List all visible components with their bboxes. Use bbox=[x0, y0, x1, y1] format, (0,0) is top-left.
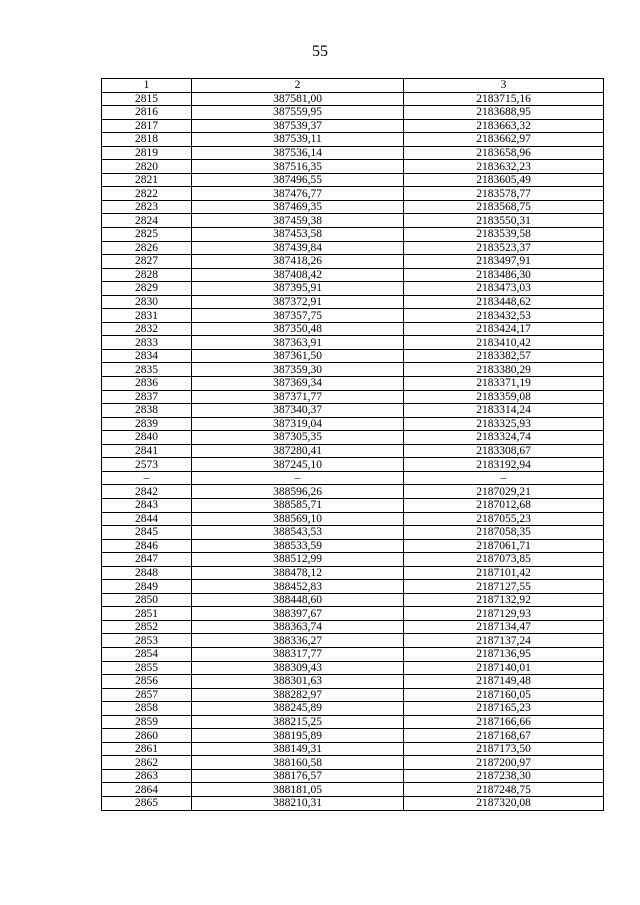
x-coordinate-cell: 387516,35 bbox=[192, 160, 404, 174]
point-number-cell: 2856 bbox=[102, 675, 192, 689]
x-coordinate-cell: 388543,53 bbox=[192, 526, 404, 540]
table-row bbox=[102, 566, 604, 580]
y-coordinate-cell: 2183605,49 bbox=[404, 173, 604, 187]
point-number-cell: 2822 bbox=[102, 187, 192, 201]
y-coordinate-cell: 2187140,01 bbox=[404, 661, 604, 675]
point-number-cell: – bbox=[102, 471, 192, 485]
table-row bbox=[102, 715, 604, 729]
x-coordinate-cell: 387371,77 bbox=[192, 390, 404, 404]
x-coordinate-cell: 387469,35 bbox=[192, 200, 404, 214]
x-coordinate-cell: 388397,67 bbox=[192, 607, 404, 621]
x-coordinate-cell: 388452,83 bbox=[192, 580, 404, 594]
y-coordinate-cell: 2187136,95 bbox=[404, 647, 604, 661]
x-coordinate-cell: 387418,26 bbox=[192, 255, 404, 269]
point-number-cell: 2839 bbox=[102, 417, 192, 431]
x-coordinate-cell: 388317,77 bbox=[192, 647, 404, 661]
x-coordinate-cell: 387539,37 bbox=[192, 119, 404, 133]
table-row bbox=[102, 92, 604, 106]
y-coordinate-cell: 2183432,53 bbox=[404, 309, 604, 323]
x-coordinate-cell: 387363,91 bbox=[192, 336, 404, 350]
table-row bbox=[102, 526, 604, 540]
point-number-cell: 2845 bbox=[102, 526, 192, 540]
y-coordinate-cell: 2187238,30 bbox=[404, 769, 604, 783]
point-number-cell: 2823 bbox=[102, 200, 192, 214]
x-coordinate-cell: 387453,58 bbox=[192, 228, 404, 242]
y-coordinate-cell: 2187165,23 bbox=[404, 702, 604, 716]
point-number-cell: 2817 bbox=[102, 119, 192, 133]
table-row bbox=[102, 295, 604, 309]
x-coordinate-cell: 388596,26 bbox=[192, 485, 404, 499]
table-row bbox=[102, 458, 604, 472]
y-coordinate-cell: 2183632,23 bbox=[404, 160, 604, 174]
x-coordinate-cell: 387496,55 bbox=[192, 173, 404, 187]
table-row bbox=[102, 634, 604, 648]
table-row bbox=[102, 173, 604, 187]
table-row bbox=[102, 593, 604, 607]
y-coordinate-cell: 2183550,31 bbox=[404, 214, 604, 228]
x-coordinate-cell: 387459,38 bbox=[192, 214, 404, 228]
y-coordinate-cell: 2183314,24 bbox=[404, 404, 604, 418]
table-row bbox=[102, 485, 604, 499]
point-number-cell: 2842 bbox=[102, 485, 192, 499]
point-number-cell: 2838 bbox=[102, 404, 192, 418]
point-number-cell: 2852 bbox=[102, 620, 192, 634]
y-coordinate-cell: 2183688,95 bbox=[404, 106, 604, 120]
point-number-cell: 2828 bbox=[102, 268, 192, 282]
y-coordinate-cell: 2187248,75 bbox=[404, 783, 604, 797]
x-coordinate-cell: 387408,42 bbox=[192, 268, 404, 282]
x-coordinate-cell: 387359,30 bbox=[192, 363, 404, 377]
table-row bbox=[102, 214, 604, 228]
table-row bbox=[102, 661, 604, 675]
table-row bbox=[102, 133, 604, 147]
x-coordinate-cell: 388160,58 bbox=[192, 756, 404, 770]
point-number-cell: 2863 bbox=[102, 769, 192, 783]
column-header-y: 3 bbox=[404, 79, 604, 93]
point-number-cell: 2833 bbox=[102, 336, 192, 350]
point-number-cell: 2837 bbox=[102, 390, 192, 404]
point-number-cell: 2850 bbox=[102, 593, 192, 607]
x-coordinate-cell: 387369,34 bbox=[192, 377, 404, 391]
y-coordinate-cell: 2187055,23 bbox=[404, 512, 604, 526]
y-coordinate-cell: 2187129,93 bbox=[404, 607, 604, 621]
x-coordinate-cell: 387372,91 bbox=[192, 295, 404, 309]
y-coordinate-cell: 2183448,62 bbox=[404, 295, 604, 309]
point-number-cell: 2855 bbox=[102, 661, 192, 675]
y-coordinate-cell: 2183380,29 bbox=[404, 363, 604, 377]
y-coordinate-cell: 2187173,50 bbox=[404, 742, 604, 756]
x-coordinate-cell: 388363,74 bbox=[192, 620, 404, 634]
point-number-cell: 2573 bbox=[102, 458, 192, 472]
table-row bbox=[102, 187, 604, 201]
table-row bbox=[102, 106, 604, 120]
point-number-cell: 2848 bbox=[102, 566, 192, 580]
table-row bbox=[102, 729, 604, 743]
table-row bbox=[102, 309, 604, 323]
point-number-cell: 2851 bbox=[102, 607, 192, 621]
y-coordinate-cell: 2187073,85 bbox=[404, 553, 604, 567]
y-coordinate-cell: 2183410,42 bbox=[404, 336, 604, 350]
table-row bbox=[102, 756, 604, 770]
x-coordinate-cell: 388282,97 bbox=[192, 688, 404, 702]
point-number-cell: 2827 bbox=[102, 255, 192, 269]
y-coordinate-cell: 2183523,37 bbox=[404, 241, 604, 255]
y-coordinate-cell: 2187137,24 bbox=[404, 634, 604, 648]
x-coordinate-cell: 387536,14 bbox=[192, 146, 404, 160]
table-row bbox=[102, 620, 604, 634]
y-coordinate-cell: 2183308,67 bbox=[404, 444, 604, 458]
point-number-cell: 2841 bbox=[102, 444, 192, 458]
table-row bbox=[102, 742, 604, 756]
point-number-cell: 2843 bbox=[102, 498, 192, 512]
point-number-cell: 2861 bbox=[102, 742, 192, 756]
x-coordinate-cell: 388569,10 bbox=[192, 512, 404, 526]
point-number-cell: 2830 bbox=[102, 295, 192, 309]
point-number-cell: 2854 bbox=[102, 647, 192, 661]
table-row bbox=[102, 783, 604, 797]
x-coordinate-cell: 387476,77 bbox=[192, 187, 404, 201]
x-coordinate-cell: 387581,00 bbox=[192, 92, 404, 106]
table-header-row bbox=[102, 79, 604, 93]
table-row bbox=[102, 675, 604, 689]
y-coordinate-cell: 2187134,47 bbox=[404, 620, 604, 634]
x-coordinate-cell: 388533,59 bbox=[192, 539, 404, 553]
y-coordinate-cell: 2187058,35 bbox=[404, 526, 604, 540]
x-coordinate-cell: 387340,37 bbox=[192, 404, 404, 418]
y-coordinate-cell: 2183473,03 bbox=[404, 282, 604, 296]
y-coordinate-cell: 2183568,75 bbox=[404, 200, 604, 214]
point-number-cell: 2858 bbox=[102, 702, 192, 716]
point-number-cell: 2846 bbox=[102, 539, 192, 553]
x-coordinate-cell: 387280,41 bbox=[192, 444, 404, 458]
point-number-cell: 2849 bbox=[102, 580, 192, 594]
table-row bbox=[102, 796, 604, 810]
point-number-cell: 2865 bbox=[102, 796, 192, 810]
x-coordinate-cell: 388448,60 bbox=[192, 593, 404, 607]
point-number-cell: 2862 bbox=[102, 756, 192, 770]
point-number-cell: 2831 bbox=[102, 309, 192, 323]
point-number-cell: 2819 bbox=[102, 146, 192, 160]
point-number-cell: 2864 bbox=[102, 783, 192, 797]
x-coordinate-cell: – bbox=[192, 471, 404, 485]
x-coordinate-cell: 387395,91 bbox=[192, 282, 404, 296]
y-coordinate-cell: 2187200,97 bbox=[404, 756, 604, 770]
point-number-cell: 2832 bbox=[102, 322, 192, 336]
point-number-cell: 2840 bbox=[102, 431, 192, 445]
table-row bbox=[102, 119, 604, 133]
table-row bbox=[102, 363, 604, 377]
x-coordinate-cell: 388309,43 bbox=[192, 661, 404, 675]
y-coordinate-cell: 2183715,16 bbox=[404, 92, 604, 106]
table-row bbox=[102, 404, 604, 418]
x-coordinate-cell: 387245,10 bbox=[192, 458, 404, 472]
table-row bbox=[102, 512, 604, 526]
x-coordinate-cell: 387350,48 bbox=[192, 322, 404, 336]
table-row bbox=[102, 769, 604, 783]
point-number-cell: 2836 bbox=[102, 377, 192, 391]
x-coordinate-cell: 387319,04 bbox=[192, 417, 404, 431]
y-coordinate-cell: 2183663,32 bbox=[404, 119, 604, 133]
y-coordinate-cell: 2183192,94 bbox=[404, 458, 604, 472]
y-coordinate-cell: 2183578,77 bbox=[404, 187, 604, 201]
point-number-cell: 2857 bbox=[102, 688, 192, 702]
point-number-cell: 2820 bbox=[102, 160, 192, 174]
y-coordinate-cell: 2183497,91 bbox=[404, 255, 604, 269]
y-coordinate-cell: 2187166,66 bbox=[404, 715, 604, 729]
y-coordinate-cell: 2187012,68 bbox=[404, 498, 604, 512]
y-coordinate-cell: 2183359,08 bbox=[404, 390, 604, 404]
table-row bbox=[102, 498, 604, 512]
page-number: 55 bbox=[312, 43, 328, 60]
table-row bbox=[102, 553, 604, 567]
point-number-cell: 2824 bbox=[102, 214, 192, 228]
point-number-cell: 2860 bbox=[102, 729, 192, 743]
point-number-cell: 2859 bbox=[102, 715, 192, 729]
y-coordinate-cell: 2183539,58 bbox=[404, 228, 604, 242]
x-coordinate-cell: 388195,89 bbox=[192, 729, 404, 743]
y-coordinate-cell: 2183325,93 bbox=[404, 417, 604, 431]
x-coordinate-cell: 388176,57 bbox=[192, 769, 404, 783]
y-coordinate-cell: 2187168,67 bbox=[404, 729, 604, 743]
table-row bbox=[102, 377, 604, 391]
table-row bbox=[102, 268, 604, 282]
x-coordinate-cell: 388245,89 bbox=[192, 702, 404, 716]
table-row bbox=[102, 688, 604, 702]
y-coordinate-cell: 2187132,92 bbox=[404, 593, 604, 607]
table-row bbox=[102, 607, 604, 621]
x-coordinate-cell: 387539,11 bbox=[192, 133, 404, 147]
y-coordinate-cell: 2187101,42 bbox=[404, 566, 604, 580]
point-number-cell: 2815 bbox=[102, 92, 192, 106]
x-coordinate-cell: 387439,84 bbox=[192, 241, 404, 255]
y-coordinate-cell: – bbox=[404, 471, 604, 485]
point-number-cell: 2816 bbox=[102, 106, 192, 120]
point-number-cell: 2826 bbox=[102, 241, 192, 255]
table-row bbox=[102, 146, 604, 160]
table-row bbox=[102, 241, 604, 255]
column-header-point-number: 1 bbox=[102, 79, 192, 93]
point-number-cell: 2821 bbox=[102, 173, 192, 187]
table-row bbox=[102, 444, 604, 458]
x-coordinate-cell: 387361,50 bbox=[192, 349, 404, 363]
table-row bbox=[102, 255, 604, 269]
table-row bbox=[102, 322, 604, 336]
y-coordinate-cell: 2187061,71 bbox=[404, 539, 604, 553]
table-row bbox=[102, 647, 604, 661]
x-coordinate-cell: 388301,63 bbox=[192, 675, 404, 689]
table-body bbox=[102, 92, 604, 810]
table-row bbox=[102, 228, 604, 242]
x-coordinate-cell: 387559,95 bbox=[192, 106, 404, 120]
point-number-cell: 2829 bbox=[102, 282, 192, 296]
x-coordinate-cell: 388149,31 bbox=[192, 742, 404, 756]
table-row bbox=[102, 200, 604, 214]
point-number-cell: 2853 bbox=[102, 634, 192, 648]
table-row bbox=[102, 390, 604, 404]
y-coordinate-cell: 2183382,57 bbox=[404, 349, 604, 363]
table-row bbox=[102, 336, 604, 350]
point-number-cell: 2834 bbox=[102, 349, 192, 363]
table-row bbox=[102, 539, 604, 553]
x-coordinate-cell: 388210,31 bbox=[192, 796, 404, 810]
column-header-x: 2 bbox=[192, 79, 404, 93]
coordinates-table bbox=[101, 78, 604, 811]
x-coordinate-cell: 388478,12 bbox=[192, 566, 404, 580]
x-coordinate-cell: 387305,35 bbox=[192, 431, 404, 445]
table-row bbox=[102, 160, 604, 174]
table-row bbox=[102, 471, 604, 485]
x-coordinate-cell: 388215,25 bbox=[192, 715, 404, 729]
table-row bbox=[102, 580, 604, 594]
y-coordinate-cell: 2187149,48 bbox=[404, 675, 604, 689]
x-coordinate-cell: 388512,99 bbox=[192, 553, 404, 567]
table-row bbox=[102, 431, 604, 445]
x-coordinate-cell: 388336,27 bbox=[192, 634, 404, 648]
y-coordinate-cell: 2187127,55 bbox=[404, 580, 604, 594]
x-coordinate-cell: 388585,71 bbox=[192, 498, 404, 512]
y-coordinate-cell: 2183424,17 bbox=[404, 322, 604, 336]
table-row bbox=[102, 702, 604, 716]
y-coordinate-cell: 2183658,96 bbox=[404, 146, 604, 160]
y-coordinate-cell: 2183371,19 bbox=[404, 377, 604, 391]
point-number-cell: 2847 bbox=[102, 553, 192, 567]
y-coordinate-cell: 2183662,97 bbox=[404, 133, 604, 147]
x-coordinate-cell: 388181,05 bbox=[192, 783, 404, 797]
point-number-cell: 2825 bbox=[102, 228, 192, 242]
point-number-cell: 2844 bbox=[102, 512, 192, 526]
x-coordinate-cell: 387357,75 bbox=[192, 309, 404, 323]
point-number-cell: 2835 bbox=[102, 363, 192, 377]
y-coordinate-cell: 2187160,05 bbox=[404, 688, 604, 702]
table-row bbox=[102, 349, 604, 363]
table-row bbox=[102, 282, 604, 296]
y-coordinate-cell: 2183486,30 bbox=[404, 268, 604, 282]
point-number-cell: 2818 bbox=[102, 133, 192, 147]
table-row bbox=[102, 417, 604, 431]
y-coordinate-cell: 2187320,08 bbox=[404, 796, 604, 810]
y-coordinate-cell: 2187029,21 bbox=[404, 485, 604, 499]
y-coordinate-cell: 2183324,74 bbox=[404, 431, 604, 445]
